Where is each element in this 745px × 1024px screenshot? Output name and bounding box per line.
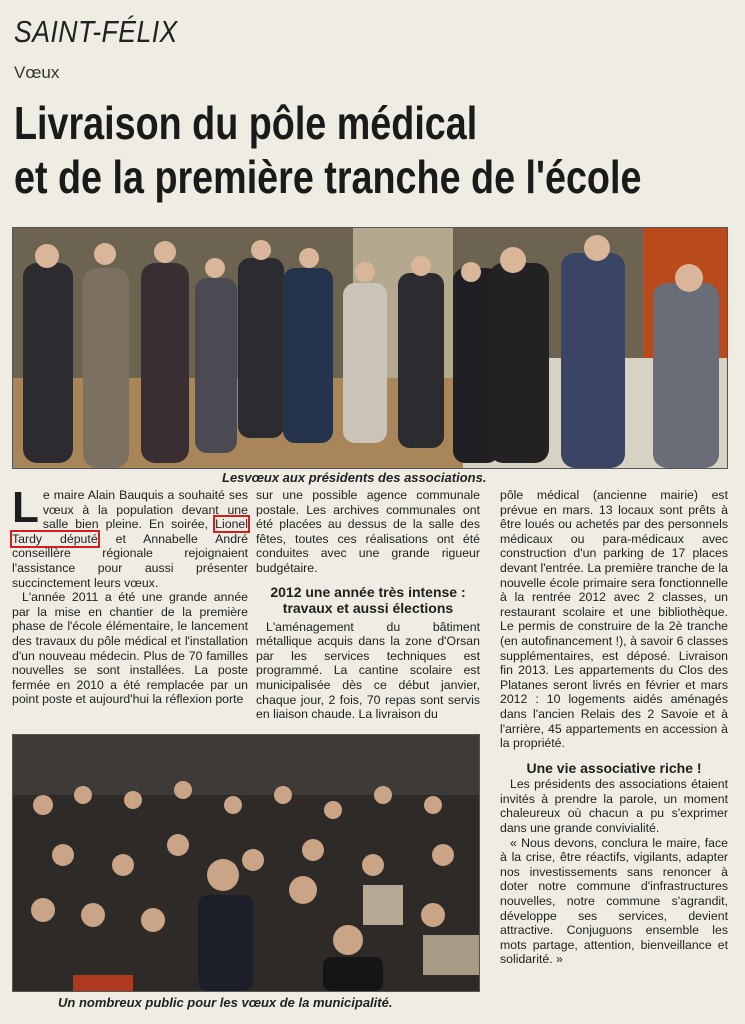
- photo-public-image: [13, 735, 479, 991]
- photo-associations-image: [13, 228, 727, 468]
- town-title: SAINT-FÉLIX: [14, 14, 178, 49]
- intro-text-after: et Annabelle André conseillère régionale rejoignaient l'assistance pour aussi présenter succinctement leurs vœux.: [12, 531, 248, 590]
- headline-line-1: Livraison du pôle médical: [14, 97, 478, 149]
- article-column-2: [256, 488, 480, 722]
- intro-text-before: e maire Alain Bauquis a souhaité ses vœux à la population devant une salle bien pleine. En soirée,: [42, 488, 248, 532]
- drop-cap: L: [12, 483, 39, 532]
- paragraph-quote: « Nous devons, conclura le maire, face à la crise, être réactifs, vigilants, adapter nos investissements sans renoncer à doter notre commune d'infrastructures nouvelles, notre commune s'agrandit, développe ses services, devient attractive. Conjuguons ensemble les mots partage, attention, bienveillance et solidarité. »: [500, 835, 728, 967]
- photo-associations-caption: Lesvœux aux présidents des associations.: [222, 470, 487, 485]
- headline: [14, 96, 642, 204]
- headline-line-2: et de la première tranche de l'école: [14, 151, 642, 203]
- paragraph-2011: L'année 2011 a été une grande année par la mise en chantier de la première phase de l'école élémentaire, le lancement des travaux du pôle médical et l'installation d'un nouveau médecin. Plus de 70 familles nouvelles se sont installées. La poste fermée en 2010 a été remplacée par un point poste et aujourd'hui la réflexion porte: [12, 590, 248, 707]
- paragraph-pole-medical: pôle médical (ancienne mairie) est prévue en mars. 13 locaux sont prêts à être loués ou achetés par des personnels médicaux ou para-médicaux avec construction d'un parking de 17 places devant l'entrée. La première tranche de la nouvelle école primaire sera fonctionnelle à la rentrée 2012 avec 2 classes, un restaurant scolaire et une bibliothèque. Le permis de construire de la 2è tranche (en autofinancement !), à savoir 6 classes supplémentaires, est déposé. Livraison fin 2013. Les appartements du Clos des Platanes seront livrés en février et mars 2012 : 10 logements aidés aménagés dans l'ancien Relais des 2 Savoie et à l'arrière, 45 appartements en accession à la propriété.: [500, 488, 728, 751]
- article-column-1: [12, 483, 248, 707]
- subhead-2012: 2012 une année très intense : travaux et aussi élections: [270, 583, 466, 616]
- highlighted-name-lionel-tardy: Lionel Tardy député: [12, 517, 248, 546]
- paragraph-amenagement: L'aménagement du bâtiment métallique acquis dans la zone d'Orsan par les services techniques est programmé. La cantine scolaire est municipalisée dès ce début janvier, chaque jour, 2 fois, 70 repas sont servis en liaison chaude. La livraison du: [256, 619, 480, 722]
- subhead-vie-associative: Une vie associative riche !: [526, 759, 702, 776]
- photo-associations: [12, 227, 728, 469]
- paragraph-presidents: Les présidents des associations étaient invités à prendre la parole, un moment chaleureux où chacun a pu s'exprimer dans une grande convivialité.: [500, 777, 728, 836]
- paragraph-archives: sur une possible agence communale postale. Les archives communales ont été placées au dessus de la salle des fêtes, toutes ces réalisations ont été conduites avec une grande rigueur budgétaire.: [256, 488, 480, 575]
- paragraph-intro: [12, 483, 248, 590]
- article-column-3: [500, 488, 728, 967]
- section-rubric: Vœux: [14, 63, 60, 82]
- photo-public: [12, 734, 480, 992]
- photo-public-caption: Un nombreux public pour les vœux de la municipalité.: [58, 995, 393, 1010]
